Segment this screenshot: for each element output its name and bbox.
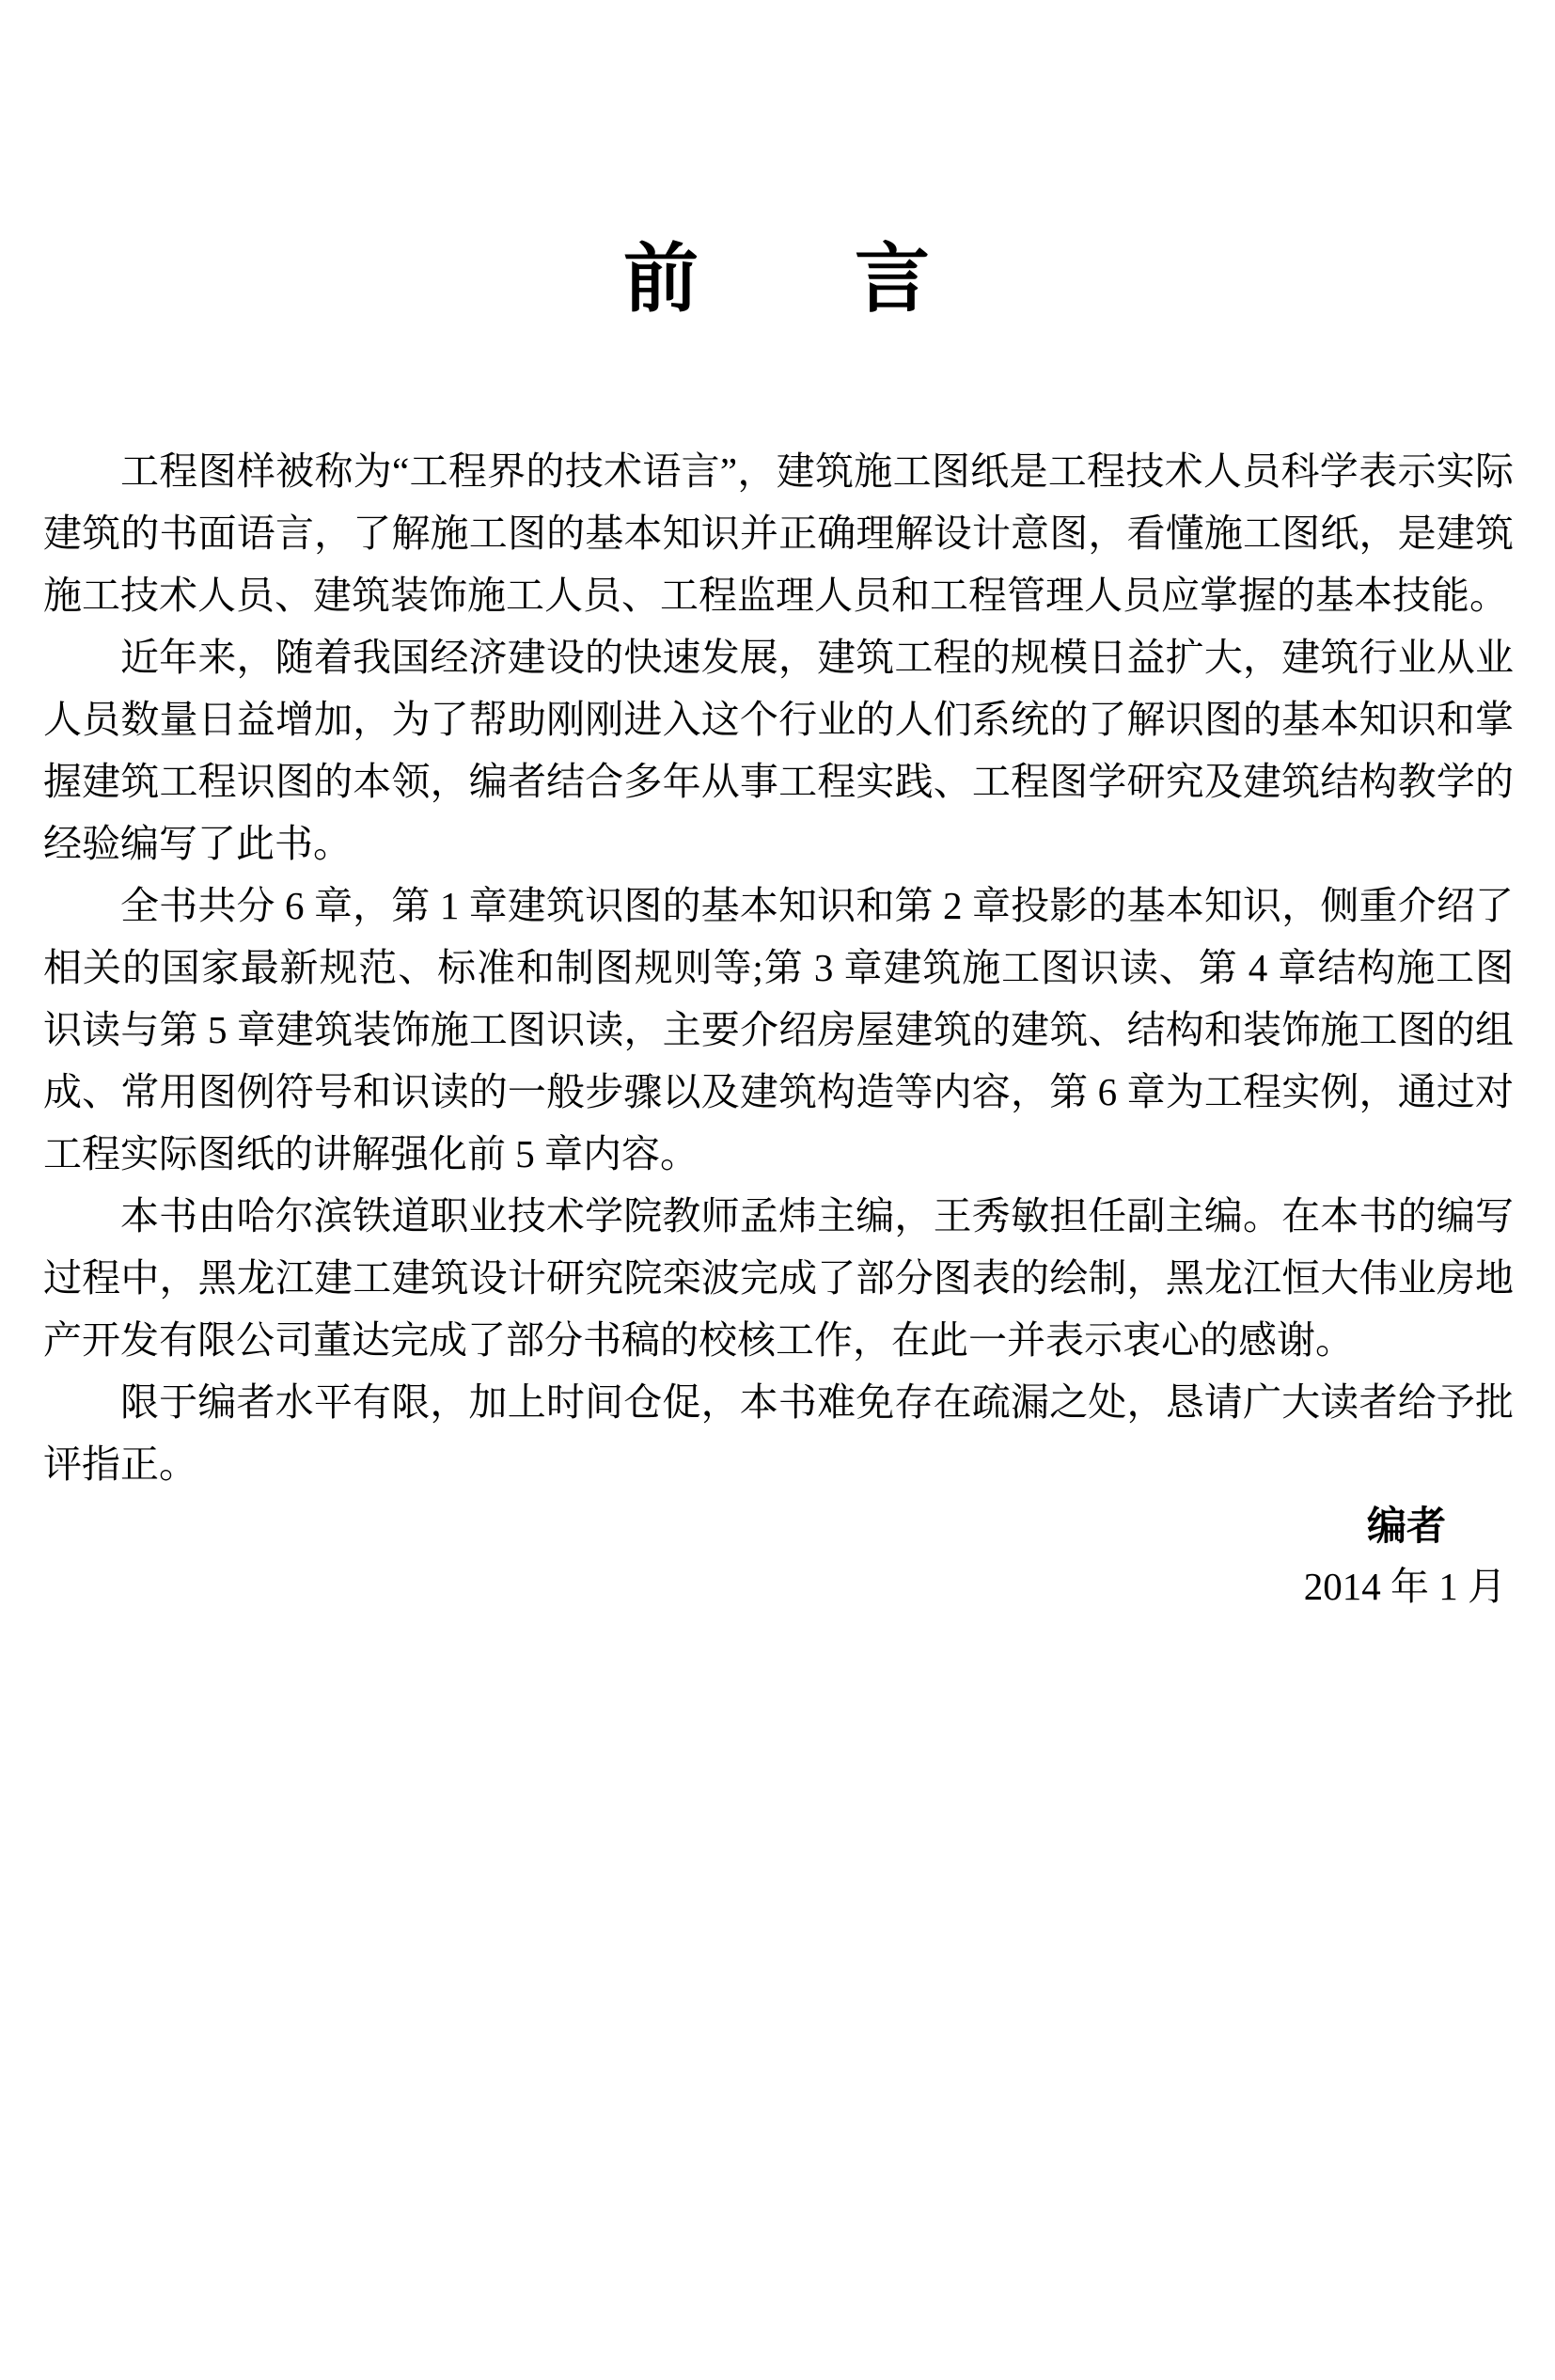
author-signature: 编者 [1366,1503,1446,1548]
page-title: 前 言 [623,237,932,321]
paragraph-2: 近年来，随着我国经济建设的快速发展，建筑工程的规模日益扩大，建筑行业从业人员数量日益增加，为了帮助刚刚进入这个行业的人们系统的了解识图的基本知识和掌握建筑工程识图的本领，编者结合多年从事工程实践、工程图学研究及建筑结构教学的经验编写了此书。 [43,635,1514,865]
preface-body [43,440,1514,1616]
paragraph-3: 全书共分 6 章，第 1 章建筑识图的基本知识和第 2 章投影的基本知识，侧重介绍了相关的国家最新规范、标准和制图规则等;第 3 章建筑施工图识读、第 4 章结构施工图识读与第 5 章建筑装饰施工图识读，主要介绍房屋建筑的建筑、结构和装饰施工图的组成、常用图例符号和识读的一般步骤以及建筑构造等内容，第 6 章为工程实例，通过对工程实际图纸的讲解强化前 5 章内容。 [43,883,1514,1175]
publication-date: 2014 年 1 月 [1303,1564,1506,1608]
paragraph-4: 本书由哈尔滨铁道职业技术学院教师孟炜主编，王秀敏担任副主编。在本书的编写过程中，黑龙江建工建筑设计研究院栾波完成了部分图表的绘制，黑龙江恒大伟业房地产开发有限公司董达完成了部分书稿的校核工作，在此一并表示衷心的感谢。 [43,1193,1514,1362]
paragraph-1: 工程图样被称为“工程界的技术语言”，建筑施工图纸是工程技术人员科学表示实际建筑的书面语言，了解施工图的基本知识并正确理解设计意图，看懂施工图纸，是建筑施工技术人员、建筑装饰施工人员、工程监理人员和工程管理人员应掌握的基本技能。 [43,449,1514,617]
paragraph-5: 限于编者水平有限，加上时间仓促，本书难免存在疏漏之处，恳请广大读者给予批评指正。 [43,1379,1514,1486]
